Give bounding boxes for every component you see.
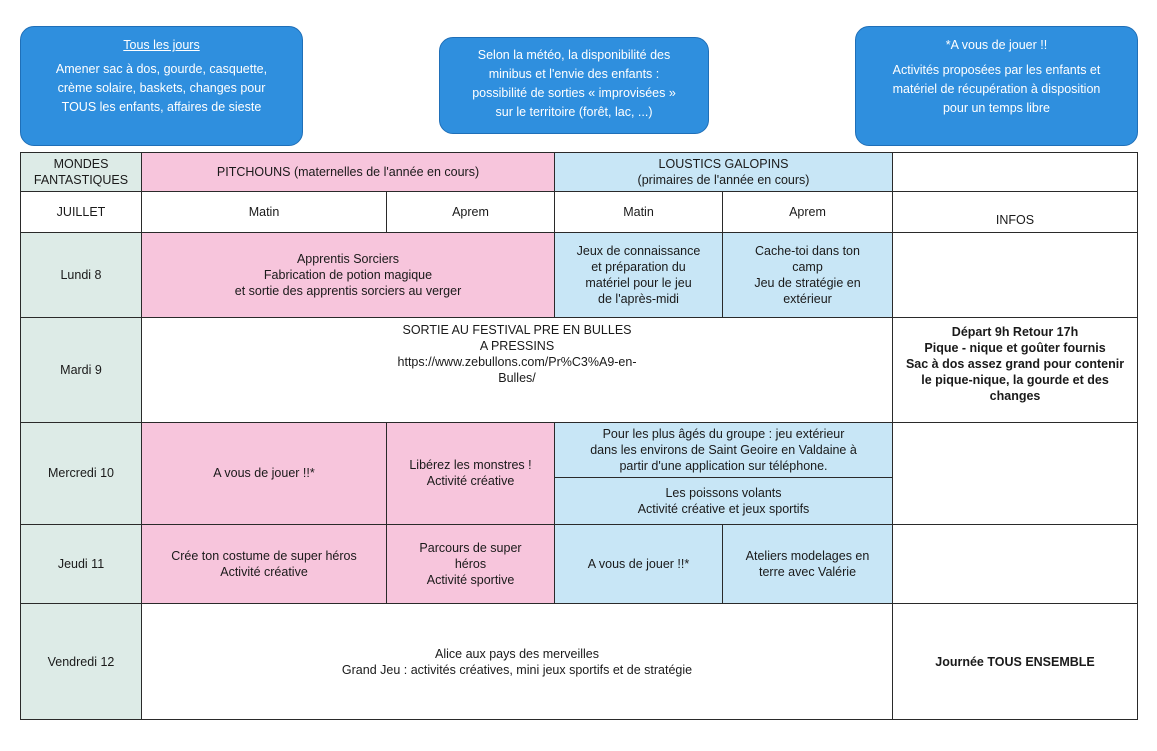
world-label-line: MONDES bbox=[53, 157, 109, 172]
day-label-cell bbox=[21, 318, 142, 423]
day-label: Jeudi 11 bbox=[57, 556, 105, 571]
activity-link[interactable]: Bulles/ bbox=[498, 371, 536, 386]
schedule-table bbox=[20, 152, 1138, 720]
period-label: Matin bbox=[623, 204, 654, 219]
infos-cell bbox=[893, 524, 1138, 604]
activity-line: Ateliers modelages en bbox=[745, 548, 870, 563]
activity-line: Alice aux pays des merveilles bbox=[435, 646, 599, 661]
activity-cell bbox=[723, 524, 893, 604]
world-label-cell bbox=[21, 153, 142, 192]
activity-line: Les poissons volants bbox=[665, 485, 782, 500]
weather-info-line: sur le territoire (forêt, lac, ...) bbox=[495, 105, 653, 119]
activity-line: dans les environs de Saint Geoire en Valdaine à bbox=[590, 443, 857, 458]
infos-cell bbox=[893, 318, 1138, 423]
day-label-cell bbox=[21, 232, 142, 318]
infos-cell bbox=[893, 232, 1138, 318]
activity-line: Activité sportive bbox=[426, 572, 515, 587]
loustics-group-header bbox=[555, 153, 893, 192]
activity-line: A PRESSINS bbox=[479, 339, 555, 354]
activity-cell bbox=[387, 524, 555, 604]
activity-cell bbox=[142, 318, 893, 423]
period-label: Aprem bbox=[789, 204, 826, 219]
day-label: Mercredi 10 bbox=[48, 466, 114, 481]
activity-cell bbox=[142, 604, 893, 720]
free-time-title: *A vous de jouer !! bbox=[945, 38, 1048, 52]
infos-line: Départ 9h Retour 17h bbox=[951, 325, 1079, 340]
infos-line: changes bbox=[989, 389, 1041, 404]
infos-label: INFOS bbox=[995, 212, 1035, 227]
activity-line: Fabrication de potion magique bbox=[263, 267, 433, 282]
activity-line: Crée ton costume de super héros bbox=[171, 548, 357, 563]
weather-info-line: Selon la météo, la disponibilité des bbox=[477, 48, 671, 62]
weather-info-line: minibus et l'envie des enfants : bbox=[488, 67, 660, 81]
activity-line: terre avec Valérie bbox=[758, 564, 857, 579]
free-time-line: pour un temps libre bbox=[942, 101, 1050, 115]
free-time-line: matériel de récupération à disposition bbox=[892, 82, 1101, 96]
pitchouns-group-title: PITCHOUNS (maternelles de l'année en cours) bbox=[216, 165, 480, 180]
infos-line: le pique-nique, la gourde et des bbox=[921, 373, 1109, 388]
activity-line: matériel pour le jeu bbox=[585, 275, 692, 290]
infos-line: Sac à dos assez grand pour contenir bbox=[905, 357, 1125, 372]
activity-cell bbox=[142, 524, 387, 604]
activity-cell bbox=[387, 422, 555, 524]
daily-info-bubble bbox=[20, 26, 303, 146]
activity-cell bbox=[555, 478, 893, 524]
infos-cell bbox=[893, 422, 1138, 524]
activity-line: Apprentis Sorciers bbox=[296, 251, 400, 266]
activity-line: Libérez les monstres ! bbox=[409, 458, 532, 473]
infos-line: Journée TOUS ENSEMBLE bbox=[935, 654, 1095, 669]
activity-line: de l'après-midi bbox=[598, 291, 679, 306]
day-label: Lundi 8 bbox=[60, 267, 102, 282]
day-row-vendredi bbox=[21, 604, 1138, 720]
period-label: Aprem bbox=[452, 204, 489, 219]
day-row-mardi bbox=[21, 318, 1138, 423]
activity-line: extérieur bbox=[783, 291, 832, 306]
activity-line: SORTIE AU FESTIVAL PRE EN BULLES bbox=[402, 323, 632, 338]
day-row-mercredi bbox=[21, 422, 1138, 477]
period-label: Matin bbox=[248, 204, 280, 219]
activity-line: camp bbox=[792, 259, 823, 274]
loustics-group-subtitle: (primaires de l'année en cours) bbox=[637, 173, 810, 188]
daily-info-line: crème solaire, baskets, changes pour bbox=[57, 81, 266, 95]
activity-line: Jeu de stratégie en bbox=[754, 275, 861, 290]
header-row-periods bbox=[21, 192, 1138, 232]
activity-link[interactable]: https://www.zebullons.com/Pr%C3%A9-en- bbox=[397, 355, 637, 370]
day-label: Vendredi 12 bbox=[47, 654, 115, 669]
activity-line: Jeux de connaissance bbox=[576, 243, 701, 258]
activity-line: Grand Jeu : activités créatives, mini jeux sportifs et de stratégie bbox=[341, 662, 693, 677]
daily-info-title: Tous les jours bbox=[123, 38, 200, 52]
weather-info-bubble bbox=[439, 37, 709, 134]
daily-info-line: TOUS les enfants, affaires de sieste bbox=[61, 100, 262, 114]
loustics-matin-header bbox=[555, 192, 723, 232]
activity-cell bbox=[142, 232, 555, 318]
month-label-cell bbox=[21, 192, 142, 232]
daily-info-line: Amener sac à dos, gourde, casquette, bbox=[55, 62, 268, 76]
free-time-line: Activités proposées par les enfants et bbox=[892, 63, 1101, 77]
loustics-aprem-header bbox=[723, 192, 893, 232]
day-label-cell bbox=[21, 604, 142, 720]
activity-cell bbox=[555, 232, 723, 318]
pitchouns-group-header bbox=[142, 153, 555, 192]
pitchouns-aprem-header bbox=[387, 192, 555, 232]
activity-line: partir d'une application sur téléphone. bbox=[619, 459, 828, 474]
activity-cell bbox=[142, 422, 387, 524]
activity-line: et préparation du bbox=[591, 259, 686, 274]
activity-line: Pour les plus âgés du groupe : jeu extérieur bbox=[602, 427, 845, 442]
world-label-line: FANTASTIQUES bbox=[33, 173, 129, 188]
activity-line: Cache-toi dans ton bbox=[755, 243, 860, 258]
activity-line: Parcours de super bbox=[419, 540, 522, 555]
activity-cell bbox=[723, 232, 893, 318]
pitchouns-matin-header bbox=[142, 192, 387, 232]
day-label: Mardi 9 bbox=[60, 363, 102, 377]
free-time-info-bubble bbox=[855, 26, 1138, 146]
day-row-lundi bbox=[21, 232, 1138, 318]
day-label-cell bbox=[21, 422, 142, 524]
day-label-cell bbox=[21, 524, 142, 604]
loustics-group-title: LOUSTICS GALOPINS bbox=[658, 157, 789, 172]
infos-header-empty bbox=[893, 153, 1138, 192]
activity-cell bbox=[555, 524, 723, 604]
weather-info-line: possibilité de sorties « improvisées » bbox=[472, 86, 676, 100]
header-row-groups bbox=[21, 153, 1138, 192]
activity-line: Activité créative et jeux sportifs bbox=[637, 501, 810, 516]
activity-line: et sortie des apprentis sorciers au verger bbox=[234, 283, 462, 298]
activity-cell bbox=[555, 422, 893, 477]
day-row-jeudi bbox=[21, 524, 1138, 604]
infos-line: Pique - nique et goûter fournis bbox=[924, 341, 1106, 356]
activity-line: Activité créative bbox=[426, 474, 515, 489]
activity-line: Activité créative bbox=[220, 564, 308, 579]
infos-header bbox=[893, 192, 1138, 232]
month-label: JUILLET bbox=[56, 204, 106, 219]
infos-cell bbox=[893, 604, 1138, 720]
activity-line: A vous de jouer !!* bbox=[213, 466, 315, 481]
activity-line: héros bbox=[454, 556, 487, 571]
activity-line: A vous de jouer !!* bbox=[587, 556, 690, 571]
